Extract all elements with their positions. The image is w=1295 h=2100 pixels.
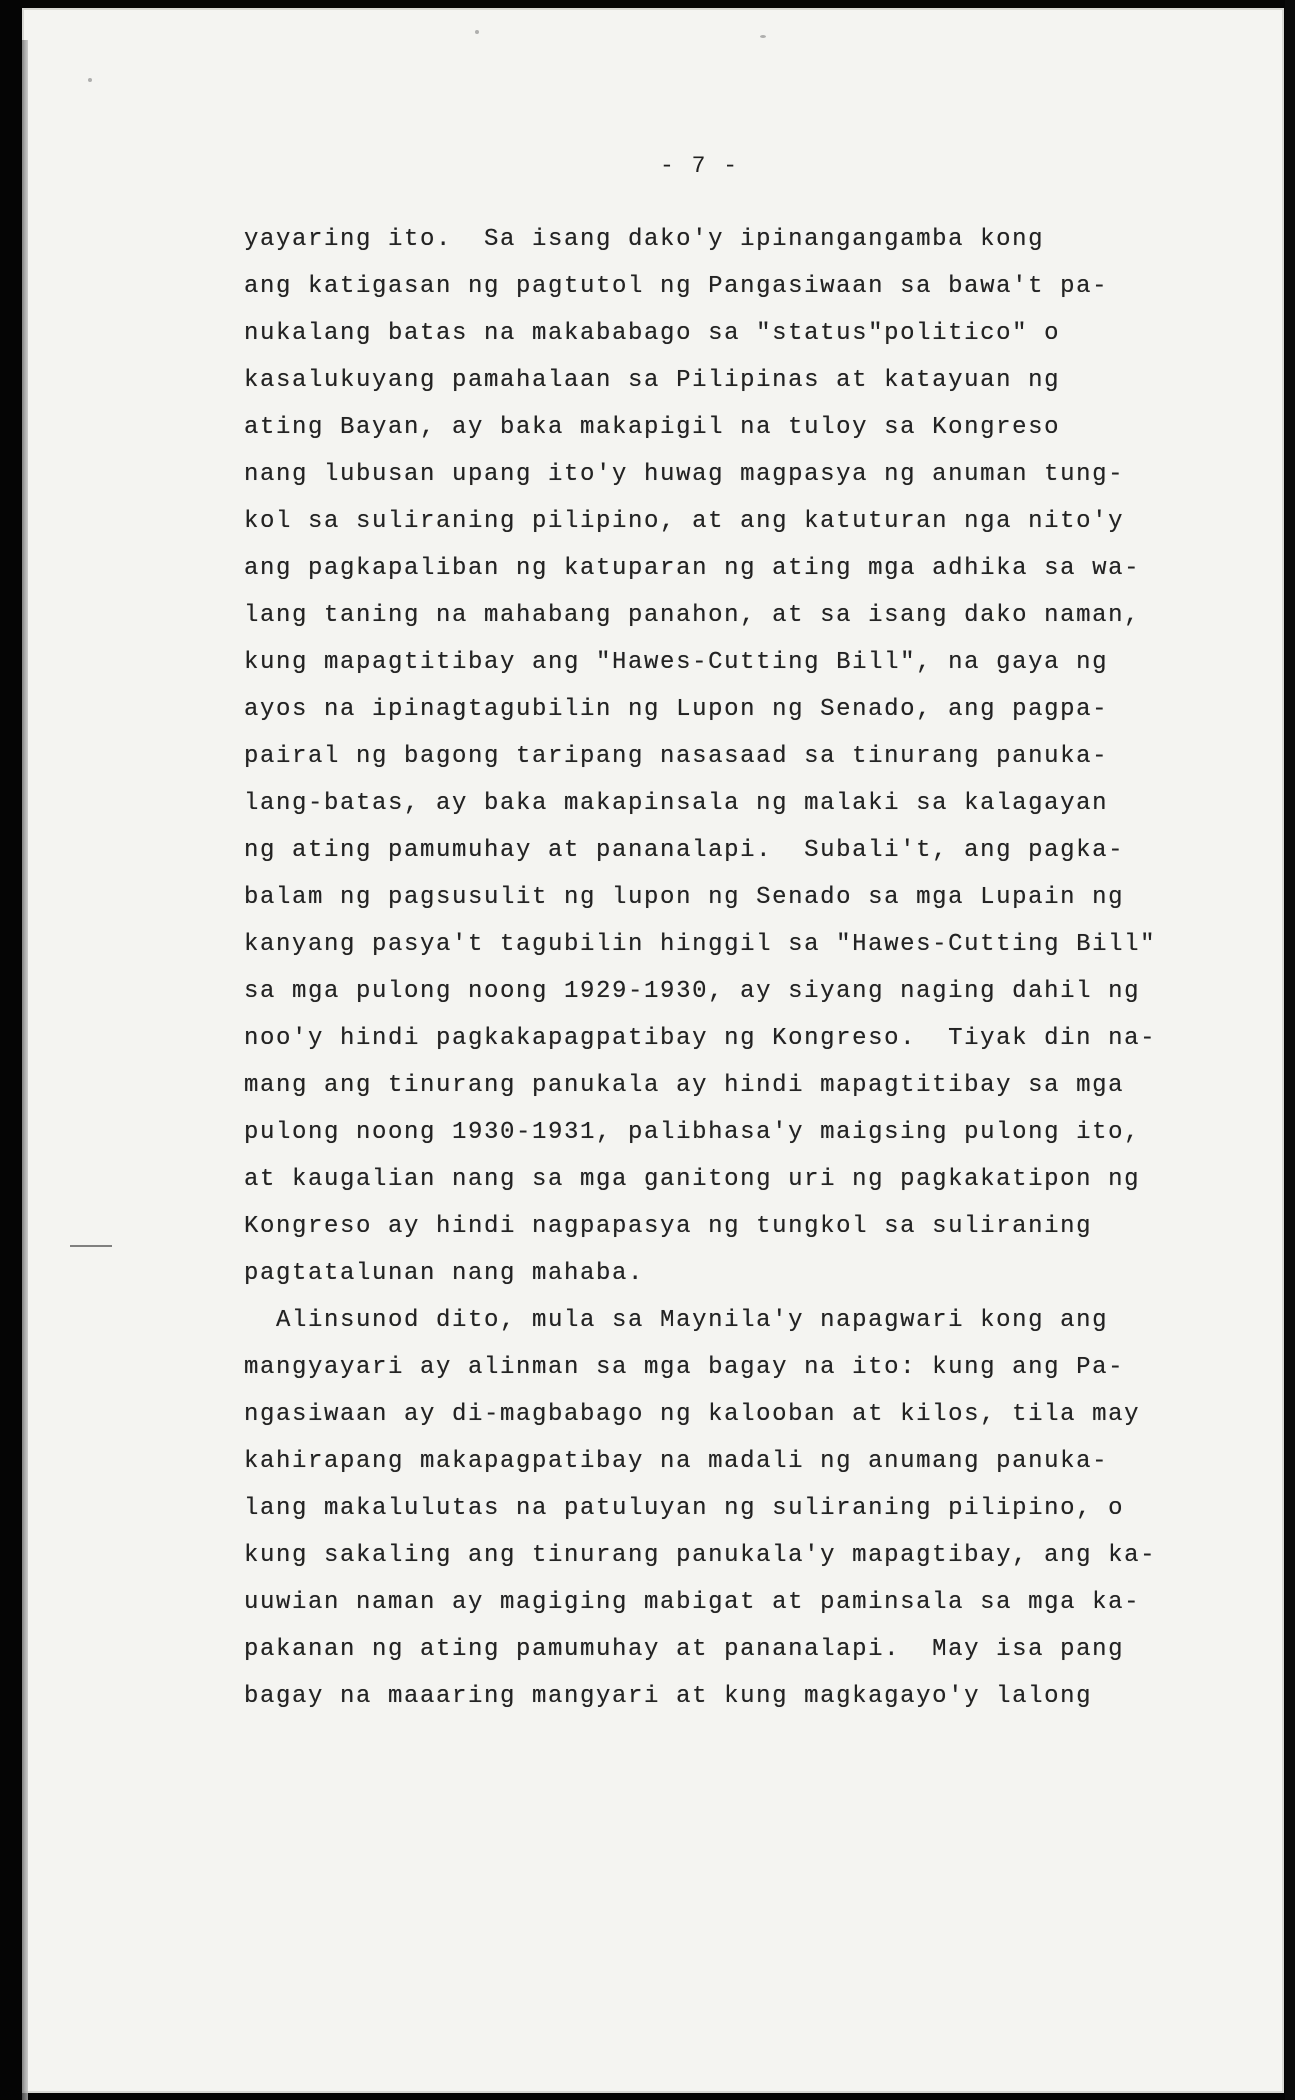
text-line: sa mga pulong noong 1929-1930, ay siyang naging dahil ng <box>244 978 1141 1005</box>
scan-border <box>1285 0 1295 2100</box>
scan-speck <box>475 30 479 34</box>
text-line: pagtatalunan nang mahaba. <box>244 1260 645 1287</box>
text-line: yayaring ito. Sa isang dako'y ipinangangamba kong <box>244 226 1045 253</box>
text-line: ang pagkapaliban ng katuparan ng ating mga adhika sa wa- <box>244 555 1141 582</box>
page-number: - 7 - <box>660 153 740 179</box>
text-line: pakanan ng ating pamumuhay at pananalapi. May isa pang <box>244 1636 1125 1663</box>
text-line: bagay na maaaring mangyari at kung magkagayo'y lalong <box>244 1683 1093 1710</box>
text-line: kanyang pasya't tagubilin hinggil sa "Hawes-Cutting Bill" <box>244 931 1157 958</box>
text-line: ang katigasan ng pagtutol ng Pangasiwaan sa bawa't pa- <box>244 273 1109 300</box>
text-line: Alinsunod dito, mula sa Maynila'y napagwari kong ang <box>244 1307 1109 1334</box>
text-line: nang lubusan upang ito'y huwag magpasya ng anuman tung- <box>244 461 1125 488</box>
text-line: mangyayari ay alinman sa mga bagay na ito: kung ang Pa- <box>244 1354 1125 1381</box>
text-line: lang taning na mahabang panahon, at sa isang dako naman, <box>244 602 1141 629</box>
text-line: at kaugalian nang sa mga ganitong uri ng pagkakatipon ng <box>244 1166 1141 1193</box>
text-line: kung sakaling ang tinurang panukala'y mapagtibay, ang ka- <box>244 1542 1157 1569</box>
text-line: pairal ng bagong taripang nasasaad sa tinurang panuka- <box>244 743 1109 770</box>
text-line: ngasiwaan ay di-magbabago ng kalooban at kilos, tila may <box>244 1401 1141 1428</box>
page-binding-edge <box>22 40 28 2100</box>
text-line: ayos na ipinagtagubilin ng Lupon ng Senado, ang pagpa- <box>244 696 1109 723</box>
text-line: kol sa suliraning pilipino, at ang katuturan nga nito'y <box>244 508 1125 535</box>
text-line: ng ating pamumuhay at pananalapi. Subali't, ang pagka- <box>244 837 1125 864</box>
margin-pencil-mark <box>70 1245 112 1247</box>
text-line: kasalukuyang pamahalaan sa Pilipinas at katayuan ng <box>244 367 1061 394</box>
text-line: ating Bayan, ay baka makapigil na tuloy sa Kongreso <box>244 414 1061 441</box>
text-line: pulong noong 1930-1931, palibhasa'y maigsing pulong ito, <box>244 1119 1141 1146</box>
text-line: kung mapagtitibay ang "Hawes-Cutting Bill", na gaya ng <box>244 649 1109 676</box>
scan-speck <box>88 78 92 82</box>
text-line: Kongreso ay hindi nagpapasya ng tungkol sa suliraning <box>244 1213 1093 1240</box>
text-line: nukalang batas na makababago sa "status"politico" o <box>244 320 1061 347</box>
text-line: kahirapang makapagpatibay na madali ng anumang panuka- <box>244 1448 1109 1475</box>
scan-speck <box>760 35 766 38</box>
text-line: balam ng pagsusulit ng lupon ng Senado sa mga Lupain ng <box>244 884 1125 911</box>
text-line: lang makalulutas na patuluyan ng suliraning pilipino, o <box>244 1495 1125 1522</box>
text-line: mang ang tinurang panukala ay hindi mapagtitibay sa mga <box>244 1072 1125 1099</box>
text-line: lang-batas, ay baka makapinsala ng malaki sa kalagayan <box>244 790 1109 817</box>
text-line: uuwian naman ay magiging mabigat at paminsala sa mga ka- <box>244 1589 1141 1616</box>
text-line: noo'y hindi pagkakapagpatibay ng Kongreso. Tiyak din na- <box>244 1025 1157 1052</box>
